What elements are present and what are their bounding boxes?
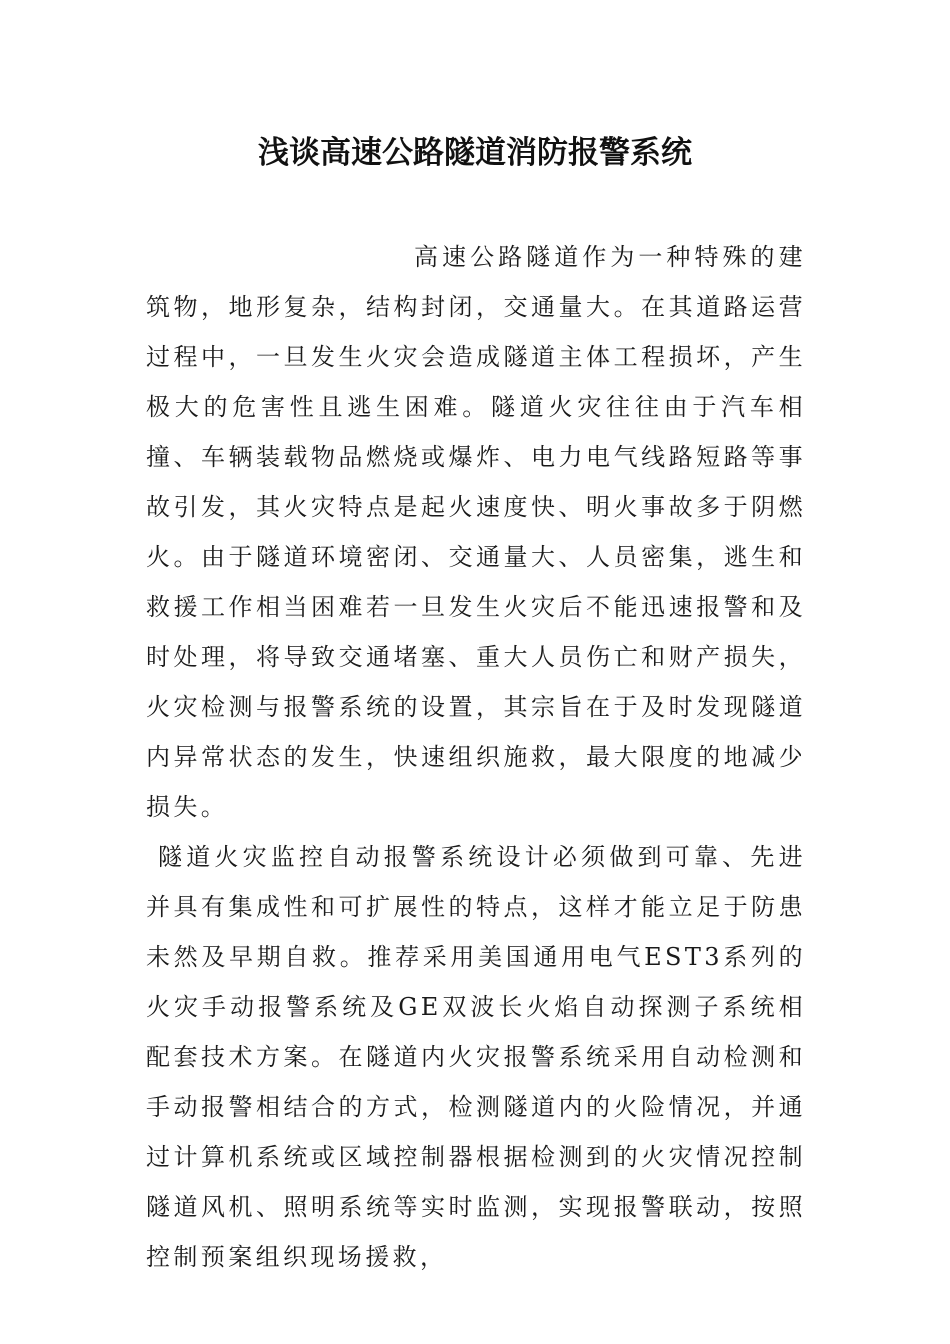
document-title: 浅谈高速公路隧道消防报警系统 <box>258 135 692 171</box>
paragraph-intro: 高速公路隧道作为一种特殊的建筑物，地形复杂，结构封闭，交通量大。在其道路运营过程中，一旦发生火灾会造成隧道主体工程损坏，产生极大的危害性且逃生困难。隧道火灾往往由于汽车相撞、车辆装载物品燃烧或爆炸、电力电气线路短路等事故引发，其火灾特点是起火速度快、明火事故多于阴燃火。由于隧道环境密闭、交通量大、人员密集，逃生和救援工作相当困难若一旦发生火灾后不能迅速报警和及时处理，将导致交通堵塞、重大人员伤亡和财产损失，火灾检测与报警系统的设置，其宗旨在于及时发现隧道内异常状态的发生，快速组织施救，最大限度的地减少损失。 <box>146 243 806 821</box>
paragraph-system-design: 隧道火灾监控自动报警系统设计必须做到可靠、先进并具有集成性和可扩展性的特点，这样才能立足于防患未然及早期自救。推荐采用美国通用电气EST3系列的火灾手动报警系统及GE双波长火焰自动探测子系统相配套技术方案。在隧道内火灾报警系统采用自动检测和手动报警相结合的方式，检测隧道内的火险情况，并通过计算机系统或区域控制器根据检测到的火灾情况控制隧道风机、照明系统等实时监测，实现报警联动，按照控制预案组织现场援救， <box>146 843 806 1271</box>
document-body <box>146 232 806 1282</box>
